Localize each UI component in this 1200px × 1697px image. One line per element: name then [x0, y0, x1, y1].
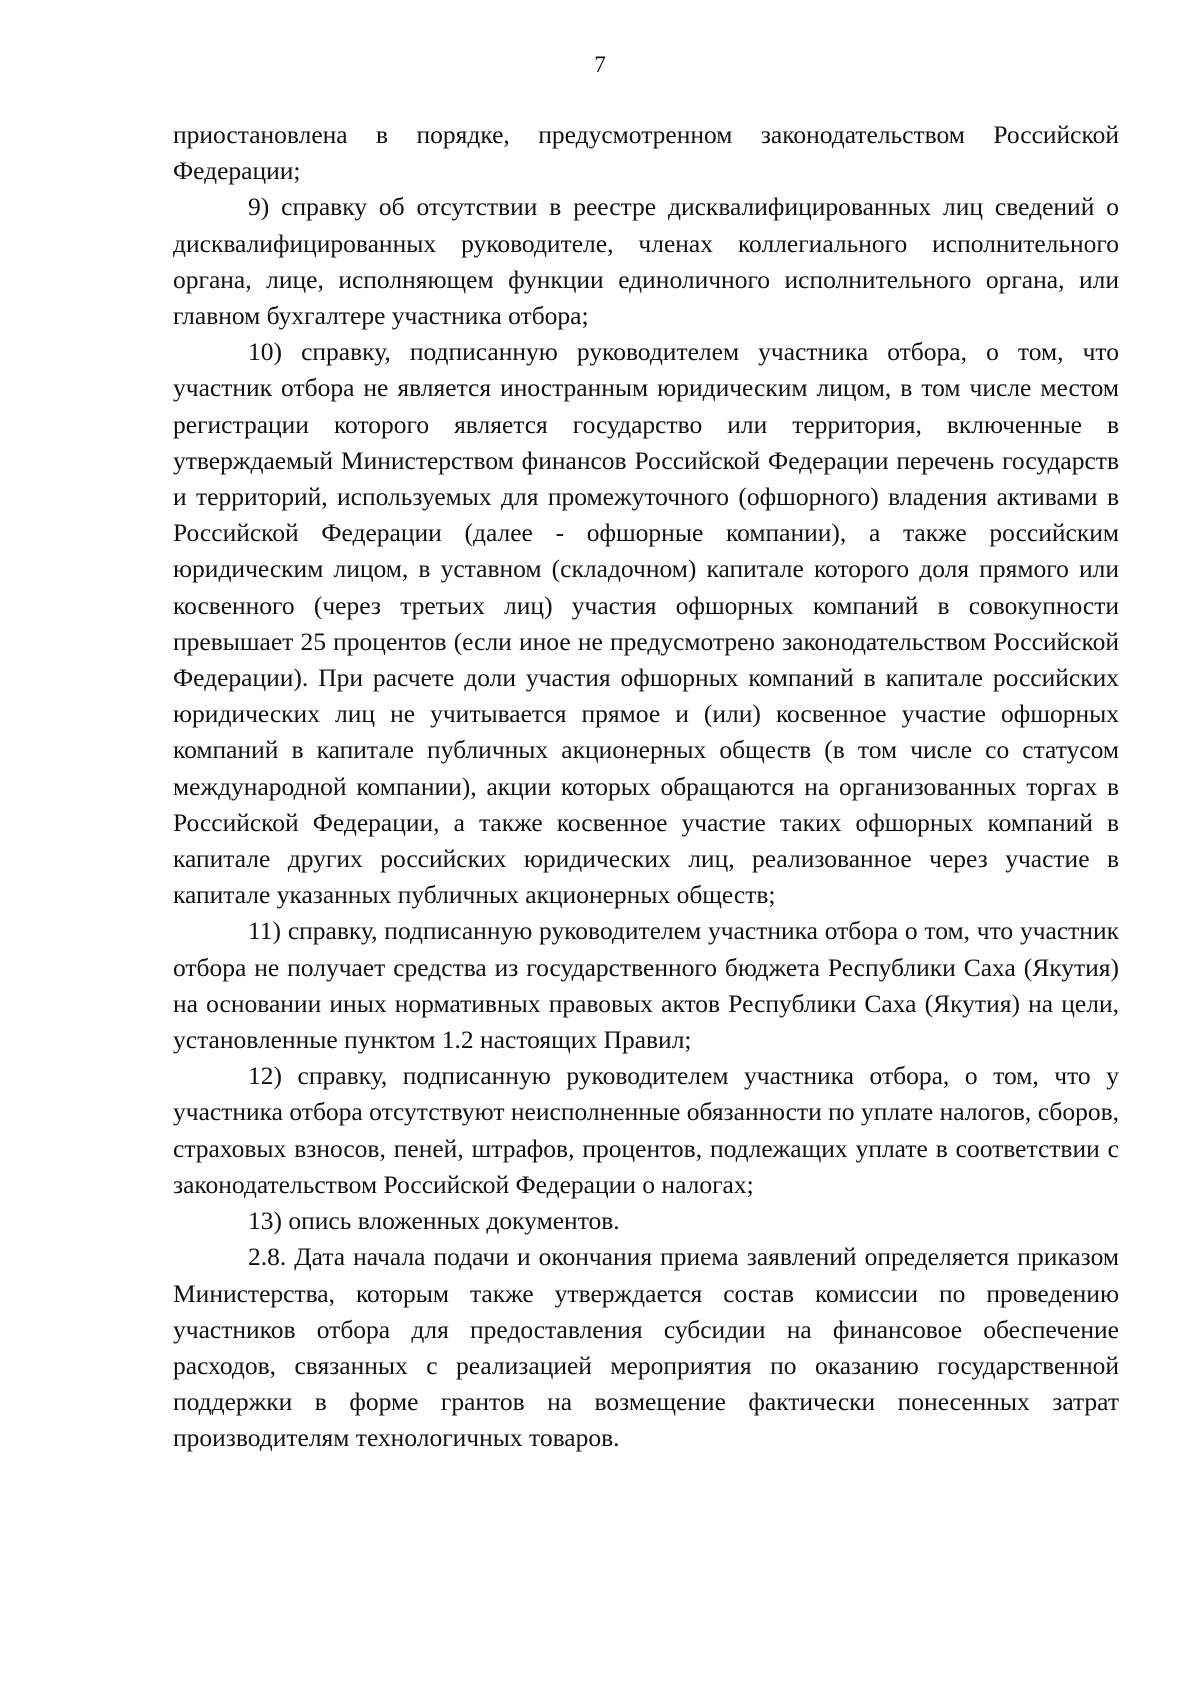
list-item-11: 11) справку, подписанную руководителем участника отбора о том, что участник отбора не получает средства из государственного бюджета Республики Саха (Якутия) на основании иных нормативных правовых актов Республики Саха (Якутия) на цели, установленные пунктом 1.2 настоящих Правил;	[173, 916, 1119, 1055]
paragraph-continuation: приостановлена в порядке, предусмотренном законодательством Российской Федерации;	[173, 120, 1119, 186]
list-item-9: 9) справку об отсутствии в реестре дисквалифицированных лиц сведений о дисквалифицированных руководителе, членах коллегиального исполнительного органа, лице, исполняющем функции единоличного исполнительного органа, или главном бухгалтере участника отбора;	[173, 192, 1119, 331]
document-body	[173, 117, 1119, 1457]
list-item-12: 12) справку, подписанную руководителем участника отбора, о том, что у участника отбора отсутствуют неисполненные обязанности по уплате налогов, сборов, страховых взносов, пеней, штрафов, процентов, подлежащих уплате в соответствии с законодательством Российской Федерации о налогах;	[173, 1061, 1119, 1199]
section-2-8: 2.8. Дата начала подачи и окончания приема заявлений определяется приказом Министерства, которым также утверждается состав комиссии по проведению участников отбора для предоставления субсидии на финансовое обеспечение расходов, связанных с реализацией мероприятия по оказанию государственной поддержки в форме грантов на возмещение фактически понесенных затрат производителям технологичных товаров.	[173, 1242, 1119, 1453]
page-number: 7	[594, 52, 606, 77]
list-item-13: 13) опись вложенных документов.	[248, 1206, 620, 1236]
list-item-10: 10) справку, подписанную руководителем участника отбора, о том, что участник отбора не является иностранным юридическим лицом, в том числе местом регистрации которого является государство или территория, включенные в утверждаемый Министерством финансов Российской Федерации перечень государств и территорий, используемых для промежуточного (офшорного) владения активами в Российской Федерации (далее - офшорные компании), а также российским юридическим лицом, в уставном (складочном) капитале которого доля прямого или косвенного (через третьих лиц) участия офшорных компаний в совокупности превышает 25 процентов (если иное не предусмотрено законодательством Российской Федерации). При расчете доли участия офшорных компаний в капитале российских юридических лиц не учитывается прямое и (или) косвенное участие офшорных компаний в капитале публичных акционерных обществ (в том числе со статусом международной компании), акции которых обращаются на организованных торгах в Российской Федерации, а также косвенное участие таких офшорных компаний в капитале других российских юридических лиц, реализованное через участие в капитале указанных публичных акционерных обществ;	[173, 337, 1119, 910]
